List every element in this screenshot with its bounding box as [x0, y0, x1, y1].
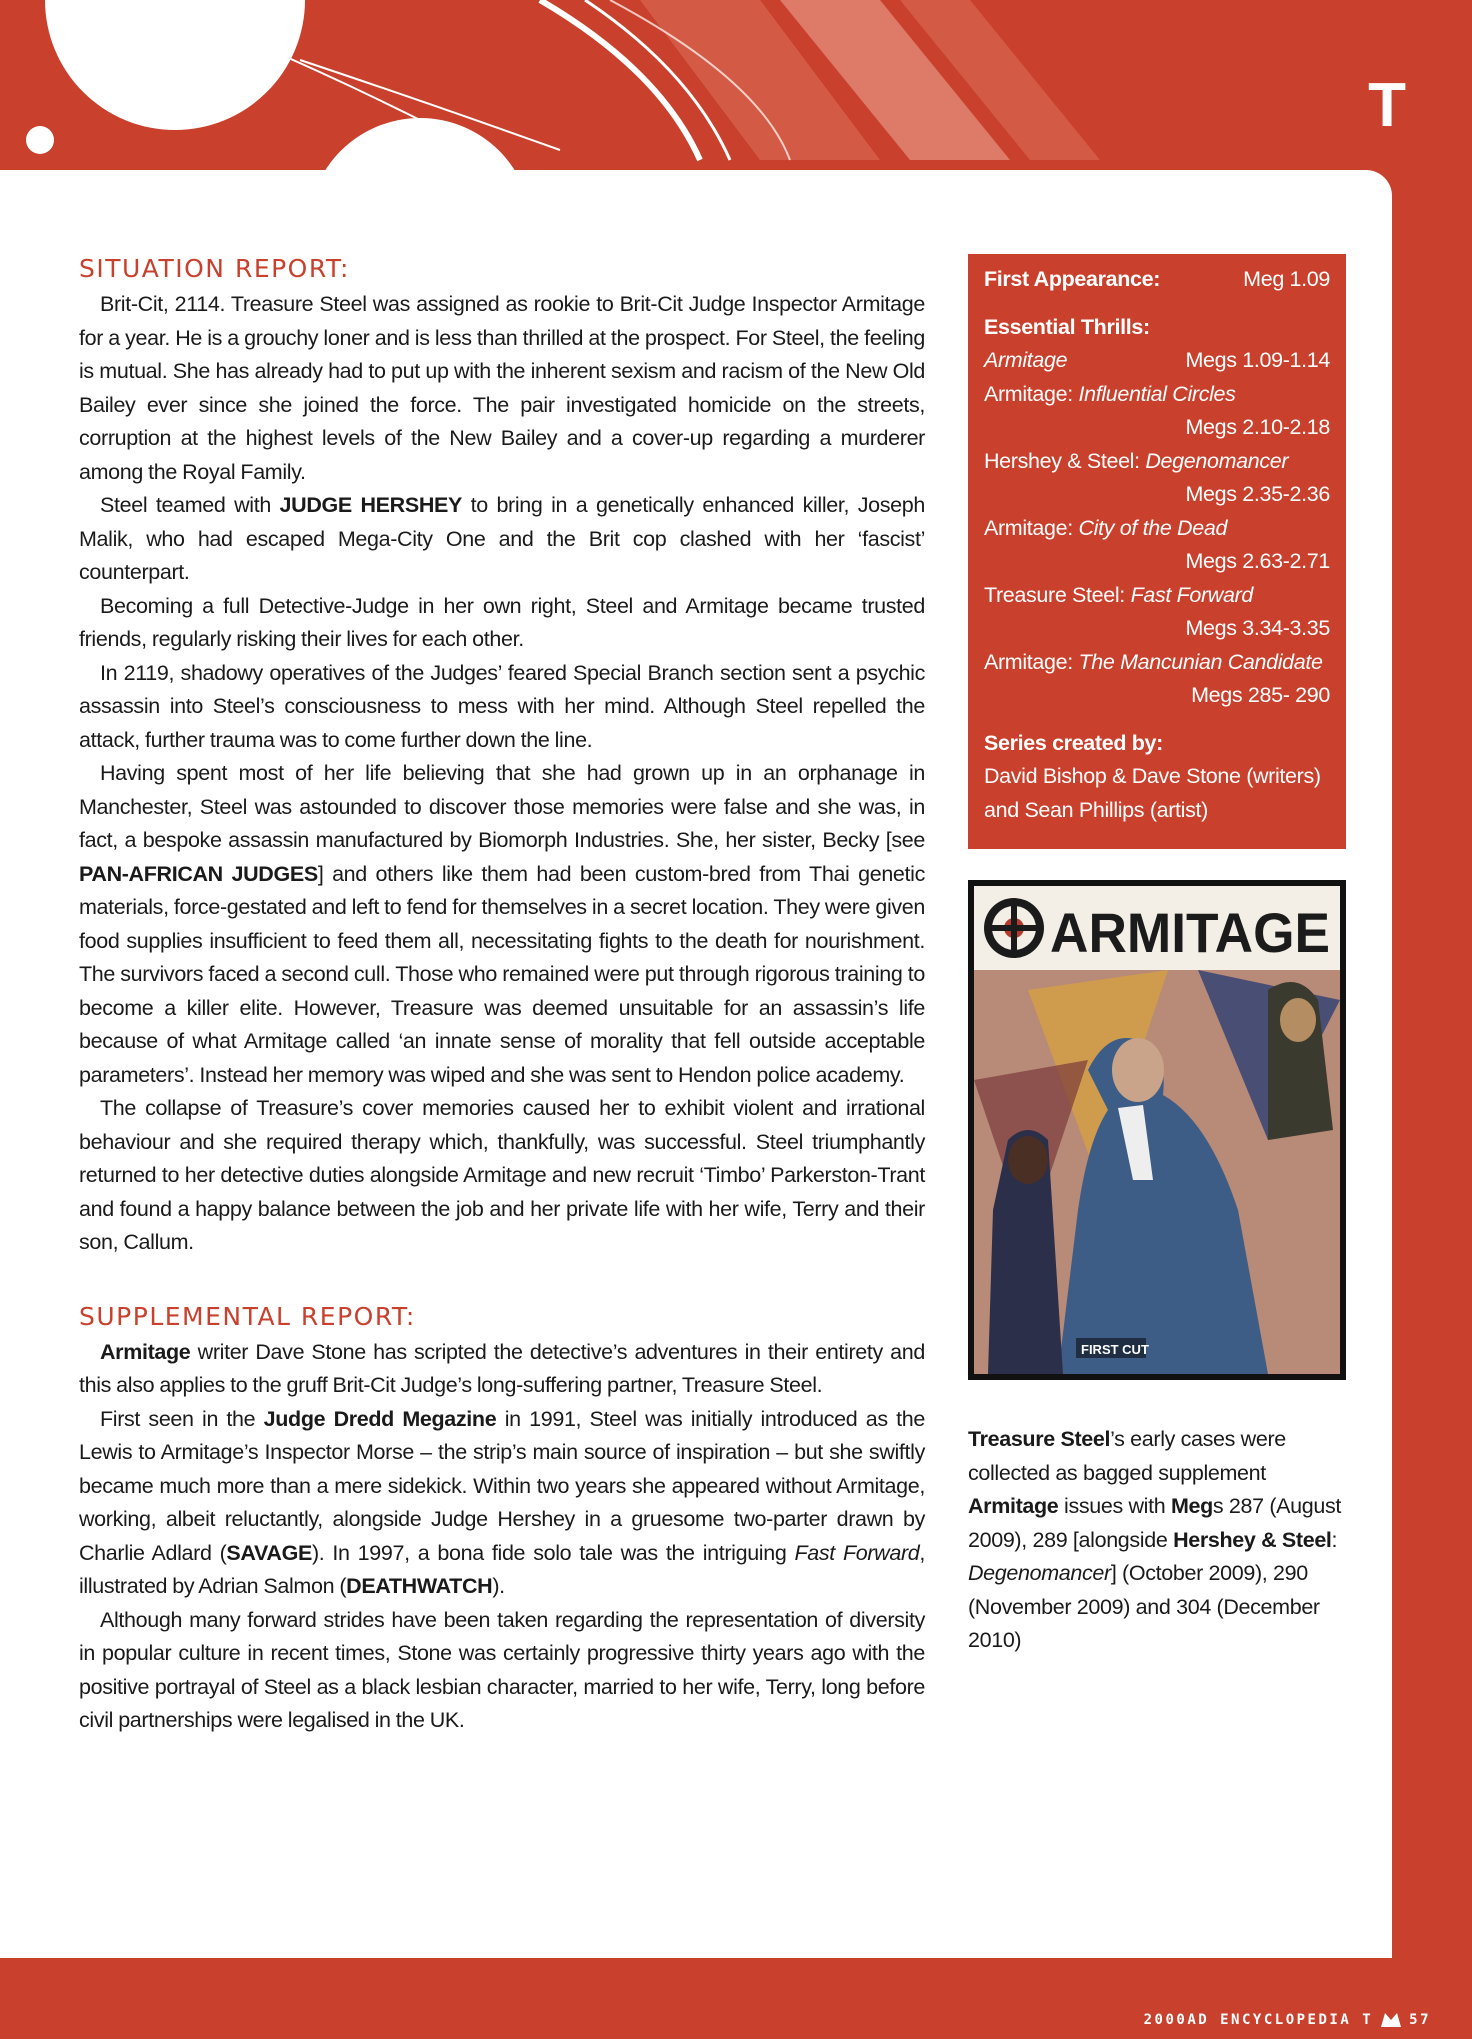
- situation-paragraph-4: In 2119, shadowy operatives of the Judges’ feared Special Branch section sent a psychic assassin into Steel’s consciousness to mess with her mind. Although Steel repelled the attack, further trauma was to come further down the line.: [79, 660, 925, 752]
- thrill-series: Armitage:: [984, 515, 1079, 540]
- armitage-cover-image: [968, 880, 1346, 1380]
- thrill-item: [984, 512, 1330, 546]
- thrill-megs: Megs 3.34-3.35: [1185, 616, 1330, 640]
- situation-paragraph-5: [79, 757, 925, 1092]
- title-reference: Hershey & Steel: [1173, 1527, 1332, 1552]
- story-title: Degenomancer: [968, 1561, 1111, 1585]
- thrill-series: Armitage:: [984, 381, 1079, 406]
- thrill-megs: Megs 1.09-1.14: [1185, 348, 1330, 372]
- thrill-title: The Mancunian Candidate: [1078, 649, 1323, 674]
- created-by-writers: David Bishop & Dave Stone (writers): [984, 764, 1321, 788]
- title-reference: Armitage: [100, 1339, 191, 1364]
- thrill-title: Fast Forward: [1130, 582, 1254, 607]
- cover-badge: FIRST CUT: [1081, 1342, 1149, 1357]
- text-run: Steel teamed with: [100, 493, 280, 517]
- title-reference: Judge Dredd Megazine: [263, 1406, 497, 1431]
- first-appearance-row: [984, 263, 1330, 297]
- text-run: ). In 1997, a bona fide solo tale was the intriguing: [311, 1540, 795, 1565]
- cover-caption: [968, 1423, 1358, 1658]
- page-number: 57: [1409, 2012, 1431, 2028]
- thrill-megs: Megs 285- 290: [1191, 683, 1330, 707]
- thrill-item: [984, 378, 1330, 412]
- supplemental-paragraph-1: [79, 1336, 925, 1403]
- situation-paragraph-6: The collapse of Treasure’s cover memories caused her to exhibit violent and irrational behaviour and she required therapy which, thankfully, was successful. Steel triumphantly returned to her detective duties alongside Armitage and new recruit ‘Timbo’ Parkerston-Trant and found a happy balance between the job and her private life with her wife, Terry and their son, Callum.: [79, 1096, 925, 1254]
- supplemental-report-heading: SUPPLEMENTAL REPORT:: [79, 1301, 416, 1331]
- thrill-title: Armitage: [984, 348, 1068, 372]
- text-run: First seen in the: [100, 1406, 264, 1431]
- essential-thrills: [984, 311, 1330, 713]
- text-run: Having spent most of her life believing that she had grown up in an orphanage in Manchester, Steel was astounded to discover those memories were false and she was, in fact, a bespoke assassin manufactured by Biomorph Industries. She, her sister, Becky [see: [79, 761, 925, 852]
- footer: [1144, 2010, 1431, 2030]
- text-run: ] and others like them had been custom-bred from Thai genetic materials, force-gestated and left to fend for themselves in a secret location. They were given food supplies insufficient to feed them all, necessitating fights to the death for nourishment. The survivors faced a second cull. Those who remained were put through rigorous training to become a killer elite. However, Treasure was deemed unsuitable for an assassin’s life because of what Armitage called ‘an innate sense of morality that fell outside acceptable parameters’. Instead her memory was wiped and she was sent to Hendon police academy.: [79, 861, 925, 1087]
- thrill-item: [984, 646, 1330, 680]
- section-letter: T: [1368, 71, 1406, 140]
- first-appearance-label: First Appearance:: [984, 267, 1161, 291]
- section-gap: [79, 1260, 925, 1300]
- situation-report-heading: SITUATION REPORT:: [79, 254, 350, 283]
- text-run: ] (October 2009), 290 (November 2009) and 304 (December 2010): [968, 1561, 1320, 1652]
- text-run: issues with: [1058, 1494, 1171, 1518]
- first-appearance-value: Meg 1.09: [1243, 267, 1330, 291]
- created-by-artist: and Sean Phillips (artist): [984, 797, 1208, 822]
- text-run: s 287 (August 2009), 289 [alongside: [968, 1494, 1342, 1552]
- text-run: writer Dave Stone has scripted the detective’s adventures in their entirety and this also applies to the gruff Brit-Cit Judge’s long-suffering partner, Treasure Steel.: [79, 1339, 925, 1397]
- thrill-title: City of the Dead: [1078, 515, 1228, 540]
- text-run: to bring in a genetically enhanced killer, Joseph Malik, who had escaped Mega-City One and the Brit cop clashed with her ‘fascist’ counterpart.: [79, 493, 925, 584]
- essential-thrills-label: Essential Thrills:: [984, 314, 1150, 339]
- cross-reference: DEATHWATCH: [346, 1574, 493, 1598]
- thrill-item: [984, 579, 1330, 613]
- text-run: , illustrated by Adrian Salmon (: [79, 1540, 925, 1598]
- created-by-label: Series created by:: [984, 730, 1163, 755]
- title-reference: Treasure Steel: [968, 1427, 1111, 1451]
- thrill-series: Armitage:: [984, 649, 1079, 674]
- thrill-megs: Megs 2.35-2.36: [1185, 482, 1330, 506]
- main-column: [79, 252, 925, 1738]
- situation-paragraph-3: Becoming a full Detective-Judge in her own right, Steel and Armitage became trusted friends, regularly risking their lives for each other.: [79, 593, 925, 651]
- series-credits: [984, 727, 1330, 828]
- thrill-item: [984, 445, 1330, 479]
- footer-title: 2000AD ENCYCLOPEDIA T: [1143, 2012, 1374, 2028]
- story-title: Fast Forward: [794, 1540, 920, 1565]
- thrill-series: Hershey & Steel:: [984, 448, 1146, 473]
- cross-reference: JUDGE HERSHEY: [279, 493, 462, 517]
- fact-box: [968, 254, 1346, 849]
- situation-paragraph-2: [79, 489, 925, 590]
- text-run: ).: [492, 1574, 505, 1598]
- situation-paragraph-1: Brit-Cit, 2114. Treasure Steel was assigned as rookie to Brit-Cit Judge Inspector Armitage for a year. He is a grouchy loner and is less than thrilled at the prospect. For Steel, the feeling is mutual. She has already had to put up with the inherent sexism and racism of the New Old Bailey ever since she joined the force. The pair investigated homicide on the streets, corruption at the highest levels of the New Bailey and a cover-up regarding a murderer among the Royal Family.: [79, 292, 925, 484]
- thrill-series: Treasure Steel:: [984, 582, 1131, 607]
- thrill-megs: Megs 2.10-2.18: [1185, 415, 1330, 439]
- 2000ad-logo-icon: [1381, 2013, 1401, 2027]
- cover-logo-text: ARMITAGE: [1050, 901, 1330, 964]
- text-run: in 1991, Steel was initially introduced as the Lewis to Armitage’s Inspector Morse – the strip’s main source of inspiration – but she swiftly became much more than a mere sidekick. Within two years she appeared without Armitage, working, albeit reluctantly, alongside Judge Hershey in a gruesome two-parter drawn by Charlie Adlard (: [79, 1406, 925, 1565]
- title-reference: Meg: [1170, 1494, 1213, 1518]
- page-corner: [1357, 170, 1392, 205]
- thrill-item: [984, 344, 1330, 378]
- thrill-title: Degenomancer: [1145, 448, 1289, 473]
- cross-reference: PAN-AFRICAN JUDGES: [79, 861, 318, 886]
- supplemental-paragraph-2: [79, 1403, 925, 1604]
- thrill-title: Influential Circles: [1078, 381, 1236, 406]
- text-run: ’s early cases were collected as bagged supplement: [968, 1427, 1286, 1485]
- supplemental-paragraph-3: Although many forward strides have been taken regarding the representation of diversity in popular culture in recent times, Stone was certainly progressive thirty years ago with the positive portrayal of Steel as a black lesbian character, married to her wife, Terry, long before civil partnerships were legalised in the UK.: [79, 1607, 925, 1732]
- thrill-megs: Megs 2.63-2.71: [1185, 549, 1330, 573]
- cross-reference: SAVAGE: [226, 1540, 312, 1565]
- title-reference: Armitage: [968, 1494, 1059, 1518]
- text-run: :: [1331, 1527, 1338, 1552]
